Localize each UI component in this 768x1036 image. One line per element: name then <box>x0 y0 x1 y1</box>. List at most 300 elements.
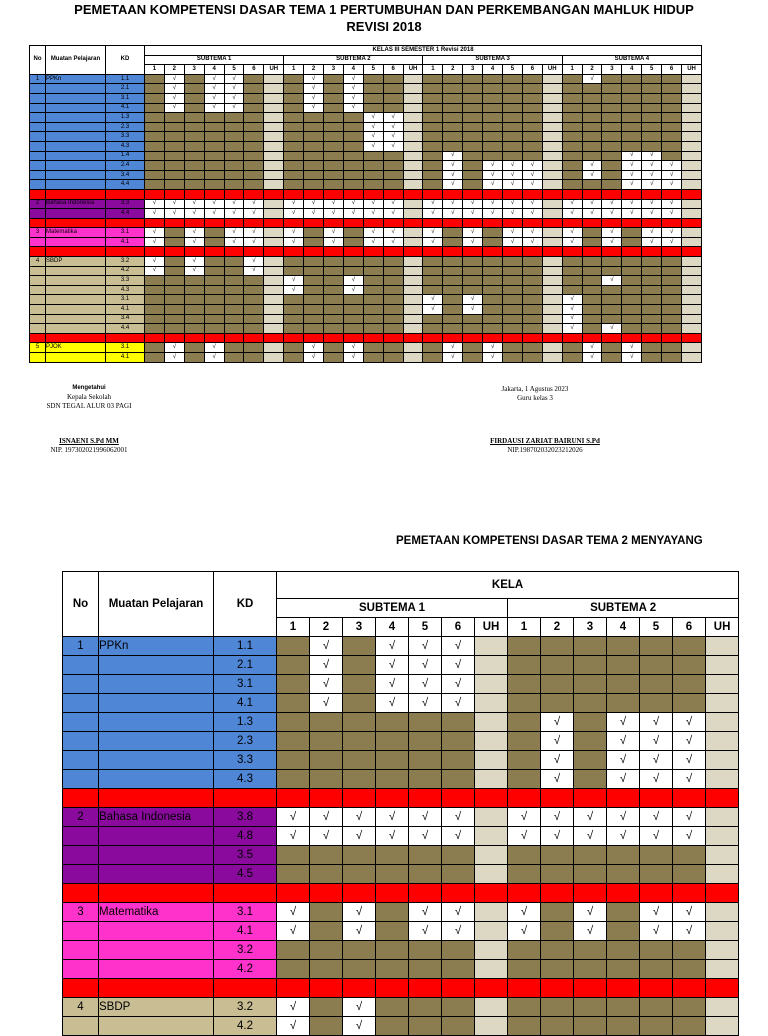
uh-cell <box>706 656 739 675</box>
check-cell <box>324 343 344 353</box>
header-col: 2 <box>304 65 324 75</box>
check-cell <box>602 84 622 94</box>
check-cell <box>483 285 503 295</box>
check-cell <box>343 151 363 161</box>
uh-cell <box>706 941 739 960</box>
check-cell: √ <box>423 305 443 315</box>
separator-cell <box>475 979 508 998</box>
check-cell <box>184 324 204 334</box>
row-no: 4 <box>30 257 46 267</box>
separator-cell <box>562 189 582 199</box>
check-cell: √ <box>184 266 204 276</box>
uh-cell <box>264 84 284 94</box>
uh-cell <box>682 285 702 295</box>
check-cell <box>304 228 324 238</box>
kd-mapping-table-tema-1 <box>29 45 702 363</box>
check-cell <box>442 846 475 865</box>
separator-cell <box>475 884 508 903</box>
table-row <box>63 846 739 865</box>
check-cell: √ <box>541 713 574 732</box>
check-cell <box>363 103 383 113</box>
table-row <box>63 808 739 827</box>
check-cell <box>184 122 204 132</box>
check-cell <box>224 161 244 171</box>
check-cell <box>409 998 442 1017</box>
row-kd: 1.4 <box>106 151 145 161</box>
check-cell <box>383 257 403 267</box>
check-cell <box>483 266 503 276</box>
separator-cell <box>463 218 483 228</box>
check-cell: √ <box>483 180 503 190</box>
check-cell: √ <box>310 675 343 694</box>
check-cell: √ <box>244 266 264 276</box>
check-cell <box>662 103 682 113</box>
header-col: 1 <box>508 618 541 637</box>
check-cell: √ <box>662 180 682 190</box>
check-cell: √ <box>662 237 682 247</box>
check-cell: √ <box>423 199 443 209</box>
check-cell <box>324 266 344 276</box>
check-cell: √ <box>343 93 363 103</box>
check-cell <box>204 113 224 123</box>
check-cell: √ <box>622 170 642 180</box>
check-cell: √ <box>503 237 523 247</box>
check-cell: √ <box>640 770 673 789</box>
check-cell <box>443 314 463 324</box>
row-kd: 2.1 <box>106 84 145 94</box>
check-cell <box>383 353 403 363</box>
check-cell <box>409 1017 442 1036</box>
check-cell <box>541 1017 574 1036</box>
check-cell <box>443 305 463 315</box>
row-kd: 4.4 <box>106 180 145 190</box>
check-cell <box>343 770 376 789</box>
row-no <box>30 209 46 219</box>
table-row <box>63 751 739 770</box>
separator-cell <box>662 218 682 228</box>
separator-cell <box>574 884 607 903</box>
check-cell <box>224 141 244 151</box>
row-no <box>30 180 46 190</box>
check-cell <box>324 257 344 267</box>
row-kd: 3.1 <box>214 675 277 694</box>
check-cell: √ <box>640 713 673 732</box>
check-cell <box>607 903 640 922</box>
check-cell <box>622 122 642 132</box>
check-cell <box>184 295 204 305</box>
table-row <box>30 324 702 334</box>
check-cell <box>463 151 483 161</box>
sign-left-nip: NIP. 197302021996062001 <box>50 446 128 454</box>
uh-cell <box>264 285 284 295</box>
check-cell <box>343 132 363 142</box>
row-kd: 4.1 <box>106 353 145 363</box>
check-cell: √ <box>224 103 244 113</box>
check-cell <box>284 151 304 161</box>
check-cell <box>508 941 541 960</box>
check-cell <box>363 276 383 286</box>
check-cell <box>363 170 383 180</box>
check-cell: √ <box>442 637 475 656</box>
separator-cell <box>622 189 642 199</box>
check-cell: √ <box>310 808 343 827</box>
row-kd: 4.1 <box>214 922 277 941</box>
row-kd: 2.1 <box>214 656 277 675</box>
row-no <box>30 353 46 363</box>
uh-cell <box>264 314 284 324</box>
table-row <box>30 84 702 94</box>
separator-cell <box>475 789 508 808</box>
check-cell <box>562 276 582 286</box>
separator-cell <box>522 333 542 343</box>
check-cell <box>503 314 523 324</box>
table-row <box>63 637 739 656</box>
table-row <box>30 295 702 305</box>
row-subject <box>46 103 106 113</box>
check-cell <box>224 285 244 295</box>
check-cell <box>284 113 304 123</box>
check-cell <box>324 103 344 113</box>
check-cell <box>324 170 344 180</box>
check-cell <box>363 266 383 276</box>
check-cell <box>423 276 443 286</box>
separator-cell <box>324 333 344 343</box>
check-cell <box>383 93 403 103</box>
separator-cell <box>443 218 463 228</box>
check-cell <box>423 151 443 161</box>
check-cell <box>284 353 304 363</box>
separator-cell <box>30 247 46 257</box>
uh-cell <box>475 998 508 1017</box>
table-row <box>63 865 739 884</box>
uh-cell <box>706 1017 739 1036</box>
check-cell <box>522 285 542 295</box>
check-cell <box>284 141 304 151</box>
separator-cell <box>673 979 706 998</box>
separator-cell <box>244 247 264 257</box>
check-cell <box>324 132 344 142</box>
check-cell <box>541 637 574 656</box>
check-cell <box>562 113 582 123</box>
check-cell: √ <box>383 132 403 142</box>
check-cell <box>503 132 523 142</box>
check-cell: √ <box>284 199 304 209</box>
separator-cell <box>508 884 541 903</box>
check-cell <box>483 276 503 286</box>
check-cell: √ <box>363 132 383 142</box>
check-cell: √ <box>376 808 409 827</box>
row-subject <box>46 276 106 286</box>
header-col: 2 <box>582 65 602 75</box>
check-cell: √ <box>503 209 523 219</box>
check-cell <box>562 343 582 353</box>
check-cell: √ <box>662 209 682 219</box>
row-subject: SBDP <box>99 998 214 1017</box>
check-cell <box>622 266 642 276</box>
check-cell <box>363 84 383 94</box>
check-cell: √ <box>443 151 463 161</box>
check-cell <box>562 132 582 142</box>
check-cell <box>607 846 640 865</box>
check-cell: √ <box>662 228 682 238</box>
separator-cell <box>522 247 542 257</box>
check-cell <box>443 257 463 267</box>
check-cell: √ <box>164 103 184 113</box>
check-cell <box>574 941 607 960</box>
check-cell <box>582 266 602 276</box>
check-cell <box>442 941 475 960</box>
check-cell: √ <box>409 656 442 675</box>
check-cell <box>184 161 204 171</box>
row-subject <box>99 732 214 751</box>
check-cell <box>483 314 503 324</box>
uh-cell <box>475 713 508 732</box>
uh-cell <box>403 199 423 209</box>
check-cell: √ <box>363 228 383 238</box>
check-cell: √ <box>145 257 165 267</box>
check-cell <box>423 180 443 190</box>
table-row <box>30 180 702 190</box>
check-cell <box>304 113 324 123</box>
check-cell: √ <box>343 353 363 363</box>
check-cell: √ <box>204 343 224 353</box>
check-cell <box>503 103 523 113</box>
check-cell <box>244 276 264 286</box>
check-cell <box>642 113 662 123</box>
check-cell <box>602 161 622 171</box>
separator-cell <box>343 189 363 199</box>
check-cell <box>574 656 607 675</box>
check-cell <box>582 122 602 132</box>
header-col: 4 <box>204 65 224 75</box>
separator-cell <box>443 189 463 199</box>
check-cell <box>503 295 523 305</box>
check-cell: √ <box>483 199 503 209</box>
row-subject <box>46 209 106 219</box>
check-cell <box>463 93 483 103</box>
table-row <box>30 276 702 286</box>
check-cell: √ <box>284 237 304 247</box>
check-cell: √ <box>204 84 224 94</box>
check-cell <box>642 295 662 305</box>
header-col: 3 <box>463 65 483 75</box>
check-cell <box>662 141 682 151</box>
uh-cell <box>682 343 702 353</box>
check-cell <box>508 694 541 713</box>
separator-cell <box>284 189 304 199</box>
row-subject <box>99 770 214 789</box>
check-cell <box>483 305 503 315</box>
check-cell <box>562 93 582 103</box>
check-cell: √ <box>640 827 673 846</box>
check-cell: √ <box>284 285 304 295</box>
check-cell <box>622 103 642 113</box>
check-cell <box>164 161 184 171</box>
row-subject <box>46 324 106 334</box>
header-col: 6 <box>522 65 542 75</box>
check-cell <box>244 122 264 132</box>
table-row <box>63 694 739 713</box>
check-cell <box>284 266 304 276</box>
row-no <box>30 266 46 276</box>
separator-cell <box>324 218 344 228</box>
check-cell <box>602 132 622 142</box>
check-cell: √ <box>343 808 376 827</box>
check-cell <box>673 998 706 1017</box>
check-cell <box>204 324 224 334</box>
check-cell <box>642 276 662 286</box>
separator-cell <box>522 218 542 228</box>
check-cell: √ <box>184 209 204 219</box>
check-cell: √ <box>284 276 304 286</box>
header-col: UH <box>403 65 423 75</box>
check-cell <box>383 170 403 180</box>
check-cell <box>562 161 582 171</box>
check-cell <box>582 257 602 267</box>
row-no <box>30 324 46 334</box>
check-cell <box>443 266 463 276</box>
header-muatan: Muatan Pelajaran <box>99 572 214 637</box>
check-cell <box>164 113 184 123</box>
check-cell <box>184 353 204 363</box>
separator-cell <box>343 247 363 257</box>
separator-cell <box>483 247 503 257</box>
check-cell: √ <box>483 343 503 353</box>
check-cell <box>284 343 304 353</box>
separator-cell <box>602 189 622 199</box>
row-subject <box>46 353 106 363</box>
header-col: 2 <box>443 65 463 75</box>
check-cell <box>508 656 541 675</box>
check-cell <box>304 180 324 190</box>
uh-cell <box>542 228 562 238</box>
check-cell <box>164 314 184 324</box>
table-row <box>63 656 739 675</box>
check-cell: √ <box>310 827 343 846</box>
sign-right-role: Guru kelas 3 <box>517 394 553 402</box>
signature-right-name <box>455 437 635 455</box>
check-cell: √ <box>343 998 376 1017</box>
check-cell <box>409 770 442 789</box>
separator-cell <box>310 979 343 998</box>
separator-cell <box>542 333 562 343</box>
check-cell <box>164 237 184 247</box>
check-cell <box>443 324 463 334</box>
uh-cell <box>264 132 284 142</box>
check-cell: √ <box>184 257 204 267</box>
check-cell: √ <box>602 237 622 247</box>
separator-cell <box>204 189 224 199</box>
check-cell <box>607 922 640 941</box>
uh-cell <box>682 209 702 219</box>
table-row <box>30 314 702 324</box>
check-cell: √ <box>562 237 582 247</box>
row-no <box>30 276 46 286</box>
check-cell <box>562 103 582 113</box>
check-cell <box>343 180 363 190</box>
header-kelas: KELA <box>277 572 739 599</box>
check-cell <box>310 903 343 922</box>
uh-cell <box>682 122 702 132</box>
check-cell: √ <box>204 93 224 103</box>
separator-cell <box>310 884 343 903</box>
separator-cell <box>541 789 574 808</box>
check-cell: √ <box>582 343 602 353</box>
uh-cell <box>403 84 423 94</box>
check-cell: √ <box>324 228 344 238</box>
document-title-tema-2: PEMETAAN KOMPETENSI DASAR TEMA 2 MENYAYANG <box>396 535 703 547</box>
check-cell <box>602 314 622 324</box>
check-cell: √ <box>541 770 574 789</box>
table-row <box>63 713 739 732</box>
separator-cell <box>214 979 277 998</box>
check-cell <box>184 170 204 180</box>
check-cell <box>508 865 541 884</box>
header-col: UH <box>682 65 702 75</box>
row-kd: 3.1 <box>106 343 145 353</box>
uh-cell <box>403 276 423 286</box>
check-cell <box>244 161 264 171</box>
check-cell <box>277 941 310 960</box>
check-cell <box>640 675 673 694</box>
signature-left-name <box>29 437 149 455</box>
row-kd: 3.1 <box>106 295 145 305</box>
uh-cell <box>403 237 423 247</box>
uh-cell <box>542 314 562 324</box>
separator-cell <box>542 218 562 228</box>
uh-cell <box>682 314 702 324</box>
check-cell <box>463 343 483 353</box>
check-cell <box>423 141 443 151</box>
check-cell: √ <box>164 343 184 353</box>
check-cell <box>204 266 224 276</box>
check-cell <box>673 941 706 960</box>
check-cell <box>224 314 244 324</box>
row-no: 3 <box>63 903 99 922</box>
separator-cell <box>542 247 562 257</box>
check-cell <box>483 74 503 84</box>
check-cell <box>224 353 244 363</box>
check-cell: √ <box>164 199 184 209</box>
separator-cell <box>662 189 682 199</box>
check-cell <box>409 941 442 960</box>
uh-cell <box>403 180 423 190</box>
check-cell <box>363 74 383 84</box>
separator-cell <box>304 189 324 199</box>
table-row <box>30 141 702 151</box>
check-cell <box>164 122 184 132</box>
check-cell: √ <box>184 199 204 209</box>
table-row <box>63 903 739 922</box>
uh-cell <box>542 266 562 276</box>
check-cell: √ <box>582 199 602 209</box>
separator-cell <box>403 333 423 343</box>
separator-cell <box>642 333 662 343</box>
uh-cell <box>706 903 739 922</box>
separator-cell <box>204 247 224 257</box>
header-col: 5 <box>363 65 383 75</box>
separator-cell <box>106 333 145 343</box>
uh-cell <box>706 808 739 827</box>
check-cell <box>310 732 343 751</box>
check-cell <box>522 84 542 94</box>
check-cell <box>343 237 363 247</box>
separator-row <box>30 218 702 228</box>
separator-cell <box>224 333 244 343</box>
check-cell <box>463 141 483 151</box>
separator-cell <box>483 333 503 343</box>
row-no <box>30 170 46 180</box>
